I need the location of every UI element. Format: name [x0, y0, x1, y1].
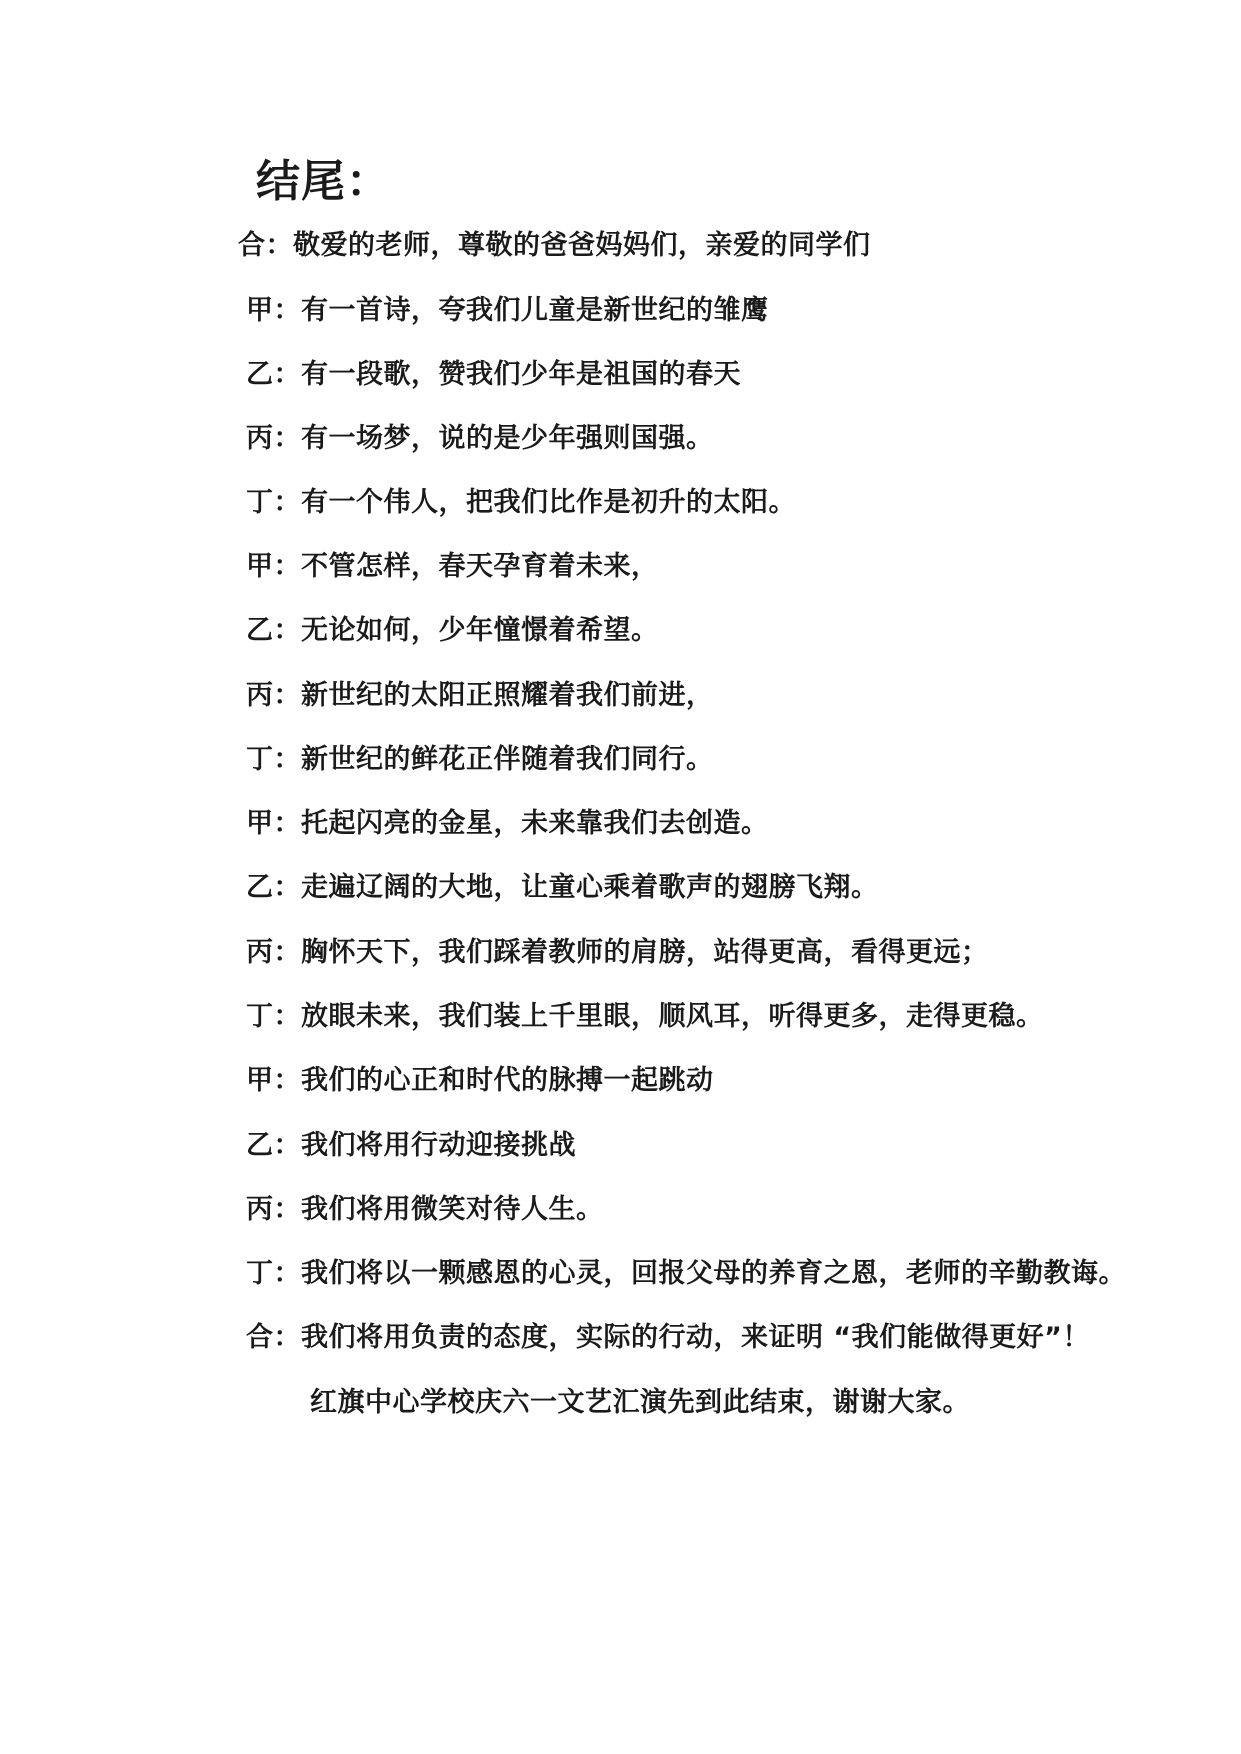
script-line-14: 甲：我们的心正和时代的脉搏一起跳动: [246, 1065, 714, 1096]
closing-line: 红旗中心学校庆六一文艺汇演先到此结束，谢谢大家。: [310, 1387, 970, 1418]
page-title: 结尾：: [256, 156, 391, 207]
script-line-1: 合：敬爱的老师，尊敬的爸爸妈妈们，亲爱的同学们: [238, 230, 871, 261]
script-line-4: 丙：有一场梦，说的是少年强则国强。: [246, 423, 714, 454]
script-line-13: 丁：放眼未来，我们装上千里眼，顺风耳，听得更多，走得更稳。: [246, 1001, 1044, 1032]
script-line-8: 丙：新世纪的太阳正照耀着我们前进，: [246, 680, 714, 711]
script-line-18: 合：我们将用负责的态度，实际的行动，来证明 “我们能做得更好”！: [246, 1322, 1090, 1353]
script-line-16: 丙：我们将用微笑对待人生。: [246, 1194, 604, 1225]
script-line-11: 乙：走遍辽阔的大地，让童心乘着歌声的翅膀飞翔。: [246, 872, 879, 903]
script-line-6: 甲：不管怎样，春天孕育着未来，: [246, 551, 659, 582]
script-line-9: 丁：新世纪的鲜花正伴随着我们同行。: [246, 744, 714, 775]
script-line-3: 乙：有一段歌，赞我们少年是祖国的春天: [246, 359, 741, 390]
script-line-10: 甲：托起闪亮的金星，未来靠我们去创造。: [246, 808, 769, 839]
script-line-2: 甲：有一首诗，夸我们儿童是新世纪的雏鹰: [246, 295, 769, 326]
script-line-17: 丁：我们将以一颗感恩的心灵，回报父母的养育之恩，老师的辛勤教诲。: [246, 1258, 1126, 1289]
script-line-12: 丙：胸怀天下，我们踩着教师的肩膀，站得更高，看得更远；: [246, 937, 989, 968]
script-line-7: 乙：无论如何，少年憧憬着希望。: [246, 615, 659, 646]
script-line-5: 丁：有一个伟人，把我们比作是初升的太阳。: [246, 487, 796, 518]
script-line-15: 乙：我们将用行动迎接挑战: [246, 1130, 576, 1161]
